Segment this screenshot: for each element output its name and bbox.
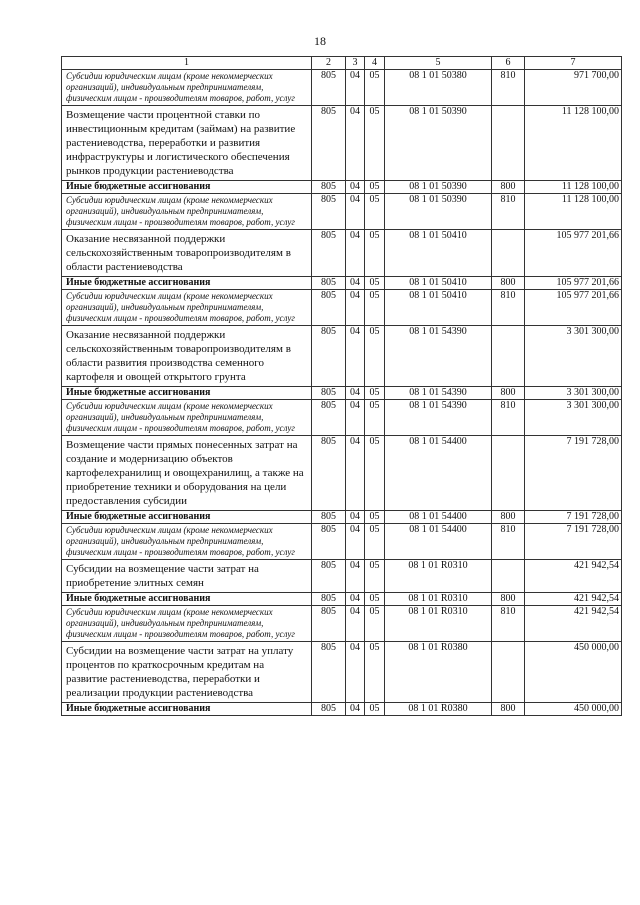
target-article-cell: 08 1 01 R0310 <box>385 593 492 606</box>
ministry-code-cell: 805 <box>312 642 346 703</box>
expense-type-cell: 800 <box>492 703 525 716</box>
subsection-code-cell: 05 <box>365 593 385 606</box>
row-name-cell: Субсидии юридическим лицам (кроме некоммерческих организаций), индивидуальным предпринимателям, физическим лицам - производителям товаров, работ, услуг <box>62 290 312 326</box>
expense-type-cell: 810 <box>492 70 525 106</box>
row-name-cell: Субсидии юридическим лицам (кроме некоммерческих организаций), индивидуальным предпринимателям, физическим лицам - производителям товаров, работ, услуг <box>62 70 312 106</box>
section-code-cell: 04 <box>346 230 365 277</box>
target-article-cell: 08 1 01 54390 <box>385 400 492 436</box>
expense-type-cell: 810 <box>492 524 525 560</box>
section-code-cell: 04 <box>346 70 365 106</box>
subsection-code-cell: 05 <box>365 400 385 436</box>
ministry-code-cell: 805 <box>312 230 346 277</box>
row-name-cell: Возмещение части прямых понесенных затрат на создание и модернизацию объектов картофелехранилищ и овощехранилищ, а также на приобретение техники и оборудования на цели предоставления субсидии <box>62 436 312 511</box>
column-header: 5 <box>385 57 492 70</box>
subsection-code-cell: 05 <box>365 511 385 524</box>
target-article-cell: 08 1 01 50410 <box>385 277 492 290</box>
table-row <box>62 70 622 106</box>
row-name-cell: Возмещение части процентной ставки по инвестиционным кредитам (займам) на развитие растениеводства, переработки и развития инфраструктуры и логистического обеспечения рынков продукции растениеводства <box>62 106 312 181</box>
ministry-code-cell: 805 <box>312 593 346 606</box>
amount-cell: 11 128 100,00 <box>525 194 622 230</box>
row-name-cell: Субсидии на возмещение части затрат на приобретение элитных семян <box>62 560 312 593</box>
subsection-code-cell: 05 <box>365 230 385 277</box>
table-header-row <box>62 57 622 70</box>
expense-type-cell <box>492 436 525 511</box>
table-row <box>62 194 622 230</box>
ministry-code-cell: 805 <box>312 560 346 593</box>
table-row <box>62 290 622 326</box>
amount-cell: 105 977 201,66 <box>525 277 622 290</box>
section-code-cell: 04 <box>346 181 365 194</box>
table-row <box>62 181 622 194</box>
column-header: 6 <box>492 57 525 70</box>
amount-cell: 450 000,00 <box>525 703 622 716</box>
table-row <box>62 703 622 716</box>
expense-type-cell: 800 <box>492 181 525 194</box>
ministry-code-cell: 805 <box>312 181 346 194</box>
target-article-cell: 08 1 01 50410 <box>385 290 492 326</box>
section-code-cell: 04 <box>346 642 365 703</box>
target-article-cell: 08 1 01 R0380 <box>385 642 492 703</box>
section-code-cell: 04 <box>346 106 365 181</box>
amount-cell: 105 977 201,66 <box>525 230 622 277</box>
row-name-cell: Иные бюджетные ассигнования <box>62 387 312 400</box>
amount-cell: 3 301 300,00 <box>525 387 622 400</box>
column-header: 1 <box>62 57 312 70</box>
table-body <box>62 70 622 716</box>
amount-cell: 11 128 100,00 <box>525 181 622 194</box>
section-code-cell: 04 <box>346 524 365 560</box>
row-name-cell: Субсидии юридическим лицам (кроме некоммерческих организаций), индивидуальным предпринимателям, физическим лицам - производителям товаров, работ, услуг <box>62 524 312 560</box>
section-code-cell: 04 <box>346 703 365 716</box>
subsection-code-cell: 05 <box>365 106 385 181</box>
row-name-cell: Иные бюджетные ассигнования <box>62 277 312 290</box>
target-article-cell: 08 1 01 50390 <box>385 106 492 181</box>
subsection-code-cell: 05 <box>365 194 385 230</box>
target-article-cell: 08 1 01 50380 <box>385 70 492 106</box>
table-row <box>62 400 622 436</box>
ministry-code-cell: 805 <box>312 194 346 230</box>
table-row <box>62 436 622 511</box>
subsection-code-cell: 05 <box>365 326 385 387</box>
row-name-cell: Субсидии на возмещение части затрат на уплату процентов по краткосрочным кредитам на развитие растениеводства, переработки и реализации продукции растениеводства <box>62 642 312 703</box>
expense-type-cell: 810 <box>492 400 525 436</box>
section-code-cell: 04 <box>346 593 365 606</box>
row-name-cell: Субсидии юридическим лицам (кроме некоммерческих организаций), индивидуальным предпринимателям, физическим лицам - производителям товаров, работ, услуг <box>62 606 312 642</box>
table-row <box>62 387 622 400</box>
table-row <box>62 277 622 290</box>
section-code-cell: 04 <box>346 400 365 436</box>
column-header: 2 <box>312 57 346 70</box>
expense-type-cell <box>492 106 525 181</box>
budget-table <box>61 56 622 716</box>
amount-cell: 7 191 728,00 <box>525 524 622 560</box>
expense-type-cell <box>492 230 525 277</box>
table-row <box>62 230 622 277</box>
expense-type-cell: 810 <box>492 290 525 326</box>
target-article-cell: 08 1 01 54400 <box>385 436 492 511</box>
section-code-cell: 04 <box>346 194 365 230</box>
row-name-cell: Оказание несвязанной поддержки сельскохозяйственным товаропроизводителям в области развития производства семенного картофеля и овощей открытого грунта <box>62 326 312 387</box>
section-code-cell: 04 <box>346 326 365 387</box>
amount-cell: 421 942,54 <box>525 560 622 593</box>
ministry-code-cell: 805 <box>312 436 346 511</box>
amount-cell: 7 191 728,00 <box>525 511 622 524</box>
table-row <box>62 511 622 524</box>
row-name-cell: Оказание несвязанной поддержки сельскохозяйственным товаропроизводителям в области растениеводства <box>62 230 312 277</box>
ministry-code-cell: 805 <box>312 106 346 181</box>
row-name-cell: Субсидии юридическим лицам (кроме некоммерческих организаций), индивидуальным предпринимателям, физическим лицам - производителям товаров, работ, услуг <box>62 194 312 230</box>
subsection-code-cell: 05 <box>365 703 385 716</box>
section-code-cell: 04 <box>346 560 365 593</box>
section-code-cell: 04 <box>346 277 365 290</box>
row-name-cell: Субсидии юридическим лицам (кроме некоммерческих организаций), индивидуальным предпринимателям, физическим лицам - производителям товаров, работ, услуг <box>62 400 312 436</box>
target-article-cell: 08 1 01 R0380 <box>385 703 492 716</box>
target-article-cell: 08 1 01 54400 <box>385 511 492 524</box>
subsection-code-cell: 05 <box>365 606 385 642</box>
ministry-code-cell: 805 <box>312 290 346 326</box>
target-article-cell: 08 1 01 50390 <box>385 194 492 230</box>
expense-type-cell <box>492 326 525 387</box>
expense-type-cell: 800 <box>492 277 525 290</box>
ministry-code-cell: 805 <box>312 70 346 106</box>
amount-cell: 421 942,54 <box>525 593 622 606</box>
amount-cell: 105 977 201,66 <box>525 290 622 326</box>
target-article-cell: 08 1 01 54400 <box>385 524 492 560</box>
expense-type-cell <box>492 642 525 703</box>
section-code-cell: 04 <box>346 387 365 400</box>
expense-type-cell: 810 <box>492 606 525 642</box>
subsection-code-cell: 05 <box>365 387 385 400</box>
target-article-cell: 08 1 01 R0310 <box>385 560 492 593</box>
amount-cell: 421 942,54 <box>525 606 622 642</box>
ministry-code-cell: 805 <box>312 524 346 560</box>
subsection-code-cell: 05 <box>365 70 385 106</box>
column-header: 3 <box>346 57 365 70</box>
amount-cell: 3 301 300,00 <box>525 326 622 387</box>
amount-cell: 3 301 300,00 <box>525 400 622 436</box>
amount-cell: 971 700,00 <box>525 70 622 106</box>
page-number: 18 <box>314 34 326 48</box>
target-article-cell: 08 1 01 54390 <box>385 387 492 400</box>
row-name-cell: Иные бюджетные ассигнования <box>62 511 312 524</box>
expense-type-cell <box>492 560 525 593</box>
ministry-code-cell: 805 <box>312 511 346 524</box>
section-code-cell: 04 <box>346 511 365 524</box>
section-code-cell: 04 <box>346 290 365 326</box>
expense-type-cell: 810 <box>492 194 525 230</box>
table-row <box>62 326 622 387</box>
ministry-code-cell: 805 <box>312 277 346 290</box>
ministry-code-cell: 805 <box>312 387 346 400</box>
ministry-code-cell: 805 <box>312 326 346 387</box>
row-name-cell: Иные бюджетные ассигнования <box>62 703 312 716</box>
amount-cell: 11 128 100,00 <box>525 106 622 181</box>
table-row <box>62 593 622 606</box>
row-name-cell: Иные бюджетные ассигнования <box>62 181 312 194</box>
ministry-code-cell: 805 <box>312 400 346 436</box>
subsection-code-cell: 05 <box>365 560 385 593</box>
section-code-cell: 04 <box>346 436 365 511</box>
table-row <box>62 606 622 642</box>
table-row <box>62 560 622 593</box>
subsection-code-cell: 05 <box>365 181 385 194</box>
target-article-cell: 08 1 01 54390 <box>385 326 492 387</box>
subsection-code-cell: 05 <box>365 436 385 511</box>
table-row <box>62 642 622 703</box>
amount-cell: 450 000,00 <box>525 642 622 703</box>
column-header: 4 <box>365 57 385 70</box>
target-article-cell: 08 1 01 R0310 <box>385 606 492 642</box>
table-row <box>62 106 622 181</box>
subsection-code-cell: 05 <box>365 277 385 290</box>
target-article-cell: 08 1 01 50410 <box>385 230 492 277</box>
table-row <box>62 524 622 560</box>
expense-type-cell: 800 <box>492 593 525 606</box>
subsection-code-cell: 05 <box>365 524 385 560</box>
expense-type-cell: 800 <box>492 387 525 400</box>
amount-cell: 7 191 728,00 <box>525 436 622 511</box>
expense-type-cell: 800 <box>492 511 525 524</box>
row-name-cell: Иные бюджетные ассигнования <box>62 593 312 606</box>
subsection-code-cell: 05 <box>365 290 385 326</box>
ministry-code-cell: 805 <box>312 606 346 642</box>
subsection-code-cell: 05 <box>365 642 385 703</box>
ministry-code-cell: 805 <box>312 703 346 716</box>
target-article-cell: 08 1 01 50390 <box>385 181 492 194</box>
section-code-cell: 04 <box>346 606 365 642</box>
column-header: 7 <box>525 57 622 70</box>
